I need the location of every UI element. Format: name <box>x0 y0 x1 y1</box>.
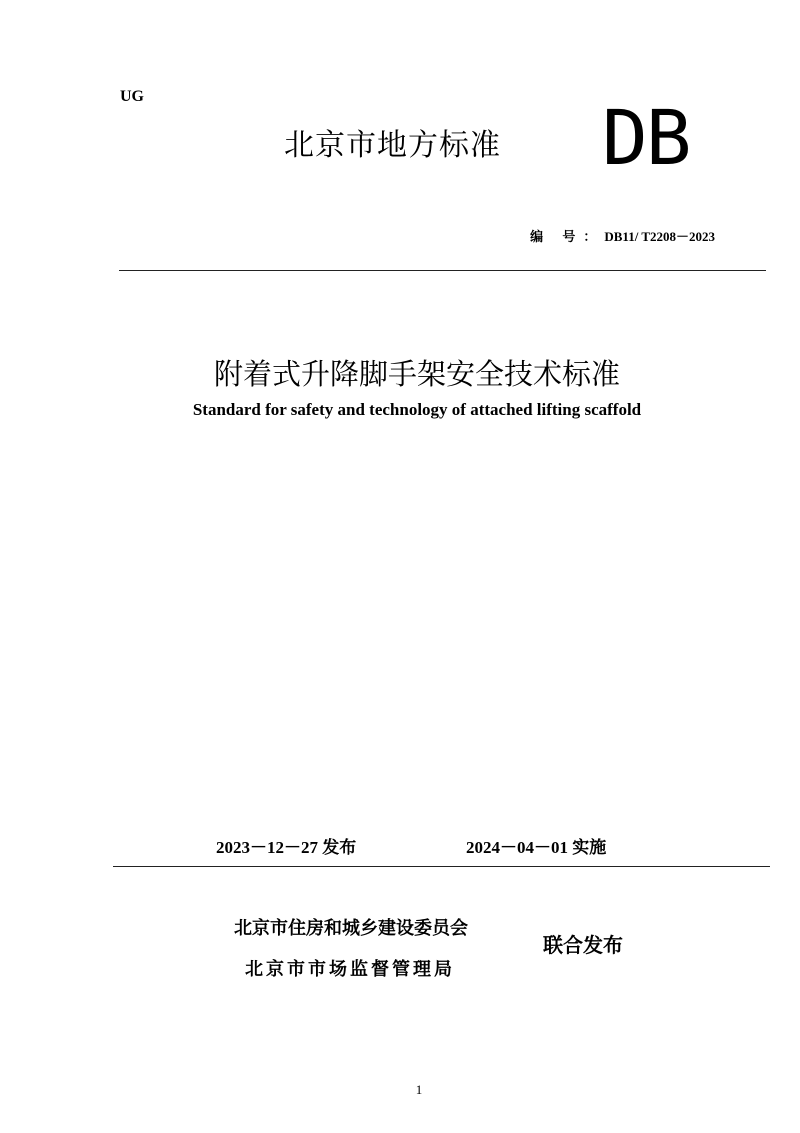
issue-date: 2023－12－27 发布 <box>216 838 357 857</box>
top-divider <box>119 270 766 271</box>
page-number: 1 <box>415 1082 423 1097</box>
document-title: 附着式升降脚手架安全技术标准 <box>213 357 620 391</box>
joint-publish-label: 联合发布 <box>543 933 623 957</box>
classification-code: UG <box>120 88 144 105</box>
standard-code <box>530 226 715 245</box>
code-value: DB11/ T2208－2023 <box>604 229 715 244</box>
standard-type: 北京市地方标准 <box>284 128 501 163</box>
db-logo: DB <box>602 93 690 182</box>
code-label: 编 号： <box>530 229 605 244</box>
publisher-2: 北京市市场监督管理局 <box>245 959 455 980</box>
effective-date: 2024－04－01 实施 <box>466 838 607 857</box>
document-title-english: Standard for safety and technology of attached lifting scaffold <box>192 400 642 419</box>
bottom-divider <box>113 866 770 867</box>
publisher-1: 北京市住房和城乡建设委员会 <box>234 918 468 939</box>
